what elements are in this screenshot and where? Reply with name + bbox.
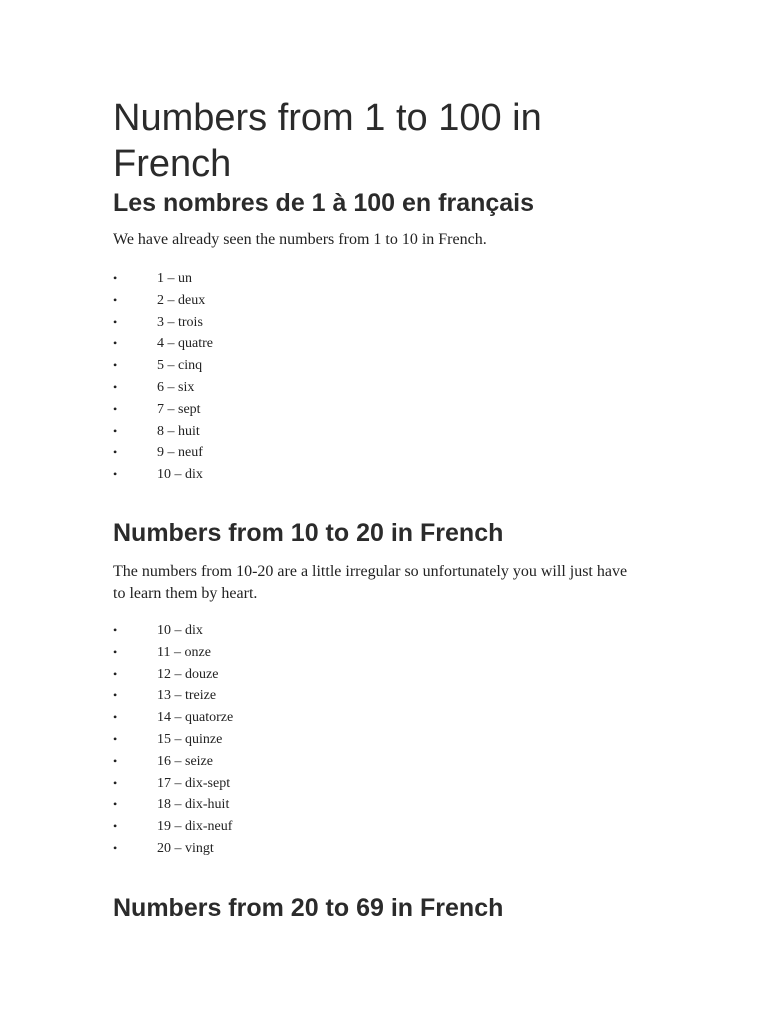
list-item-text: 3 – trois bbox=[157, 314, 203, 330]
list-item-text: 11 – onze bbox=[157, 644, 211, 660]
list-item-text: 7 – sept bbox=[157, 401, 201, 417]
bullet-icon: • bbox=[113, 292, 118, 307]
bullet-icon: • bbox=[113, 271, 118, 285]
irregular-numbers-paragraph: The numbers from 10-20 are a little irregular so unfortunately you will just have to learn them by heart. bbox=[113, 563, 628, 602]
list-item-text: 14 – quatorze bbox=[157, 710, 234, 726]
list-item-text: 18 – dix-huit bbox=[157, 797, 230, 813]
bullet-icon: • bbox=[113, 797, 118, 812]
list-item-text: 19 – dix-neuf bbox=[157, 819, 233, 835]
list-item-text: 13 – treize bbox=[157, 688, 217, 704]
list-item-text: 1 – un bbox=[157, 271, 192, 286]
section-heading-20-to-69: Numbers from 20 to 69 in French bbox=[113, 894, 504, 922]
list-item-text: 10 – dix bbox=[157, 623, 203, 638]
bullet-icon: • bbox=[113, 314, 118, 329]
list-item-text: 2 – deux bbox=[157, 292, 206, 308]
section-heading-les-nombres: Les nombres de 1 à 100 en français bbox=[113, 189, 535, 217]
bullet-icon: • bbox=[113, 401, 118, 416]
page-title: Numbers from 1 to 100 in French bbox=[113, 97, 542, 185]
bullet-icon: • bbox=[113, 467, 118, 482]
list-item-text: 8 – huit bbox=[157, 423, 200, 439]
bullet-icon: • bbox=[113, 666, 118, 681]
list-item-text: 5 – cinq bbox=[157, 358, 203, 374]
bullet-icon: • bbox=[113, 445, 118, 460]
list-item-text: 10 – dix bbox=[157, 467, 203, 483]
bullet-icon: • bbox=[113, 753, 118, 768]
bullet-icon: • bbox=[113, 840, 118, 855]
section-heading-10-to-20: Numbers from 10 to 20 in French bbox=[113, 519, 504, 547]
list-item-text: 15 – quinze bbox=[157, 731, 223, 747]
bullet-icon: • bbox=[113, 358, 118, 373]
bullet-icon: • bbox=[113, 379, 118, 394]
bullet-icon: • bbox=[113, 623, 118, 637]
bullet-icon: • bbox=[113, 644, 118, 659]
bullet-icon: • bbox=[113, 775, 118, 790]
list-item-text: 9 – neuf bbox=[157, 445, 203, 461]
list-item-text: 6 – six bbox=[157, 379, 195, 395]
bullet-icon: • bbox=[113, 710, 118, 725]
list-item-text: 4 – quatre bbox=[157, 336, 213, 352]
list-item-text: 16 – seize bbox=[157, 753, 213, 769]
list-item-text: 20 – vingt bbox=[157, 840, 214, 856]
bullet-icon: • bbox=[113, 731, 118, 746]
intro-paragraph: We have already seen the numbers from 1 to 10 in French. bbox=[113, 231, 487, 248]
list-item-text: 12 – douze bbox=[157, 666, 219, 682]
bullet-icon: • bbox=[113, 688, 118, 703]
bullet-icon: • bbox=[113, 423, 118, 438]
bullet-icon: • bbox=[113, 336, 118, 351]
list-item-text: 17 – dix-sept bbox=[157, 775, 231, 791]
bullet-icon: • bbox=[113, 819, 118, 834]
